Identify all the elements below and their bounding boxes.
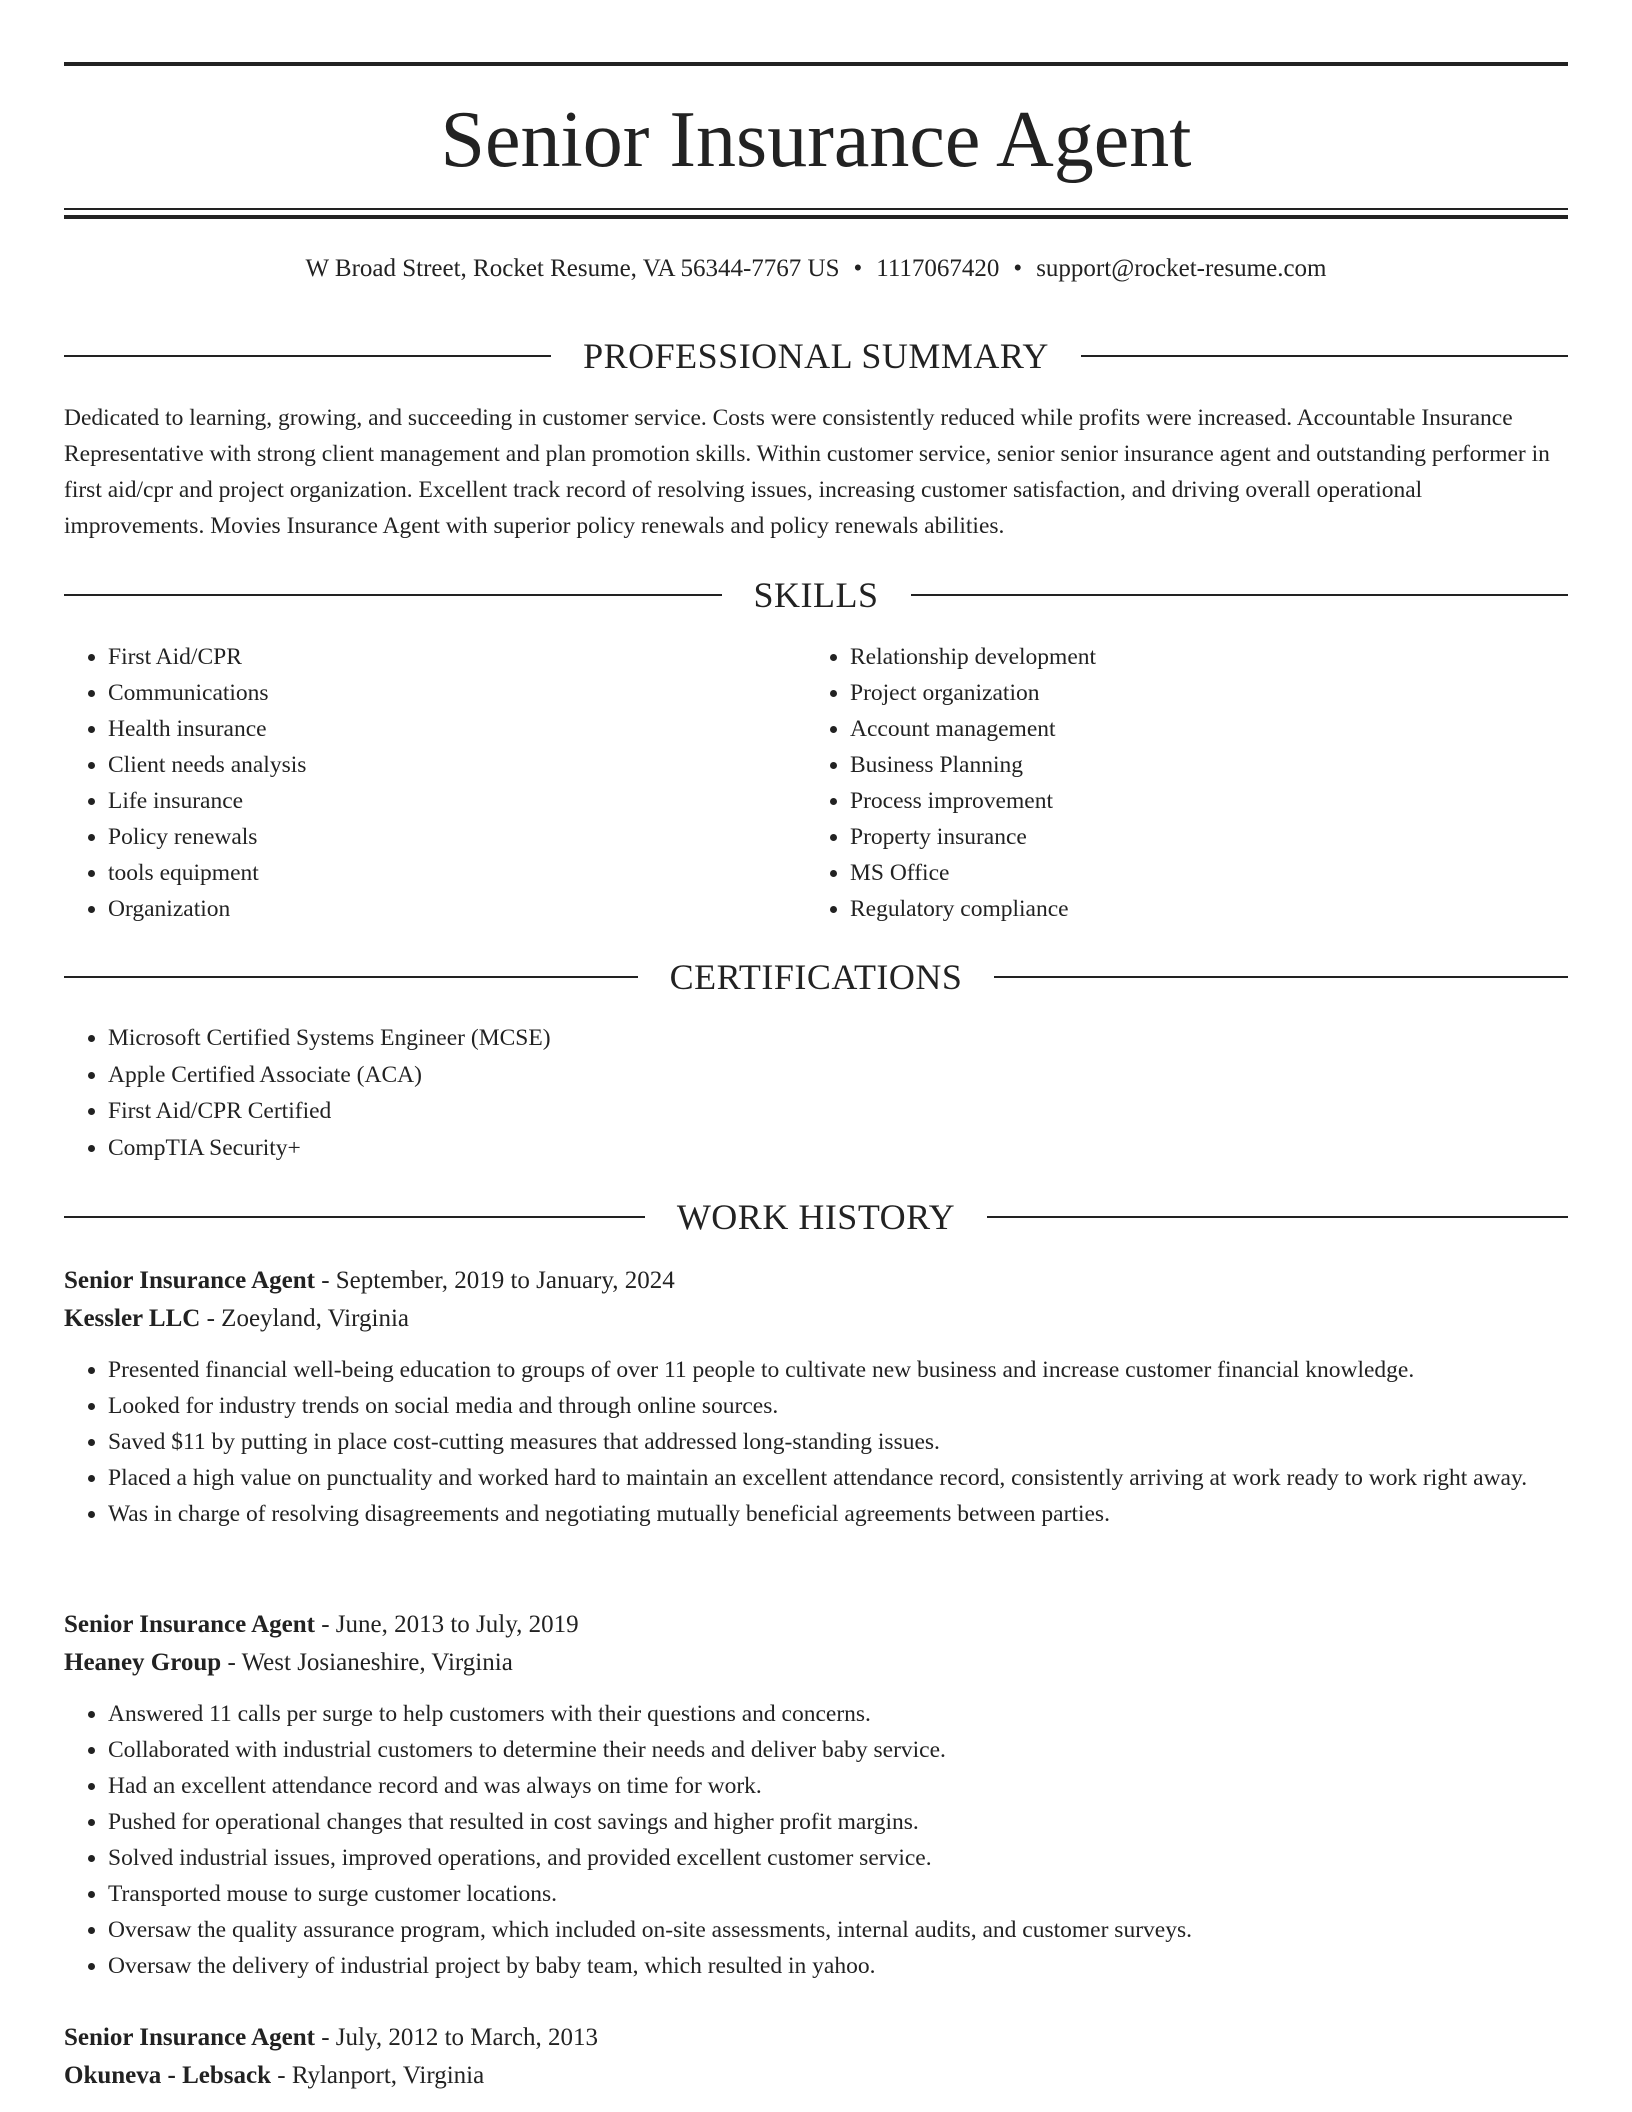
divider xyxy=(64,1216,645,1218)
job-bullet: • Placed a high value on punctuality and worked hard to maintain an excellent attendance record, consistently arriving at work ready to work right away. xyxy=(108,1460,1568,1496)
job-bullet: • Saved $11 by putting in place cost-cutting measures that addressed long-standing issues. xyxy=(108,1424,1568,1460)
job-location: Rylanport, Virginia xyxy=(291,2062,485,2089)
skill-item: • Property insurance xyxy=(850,819,1506,855)
job-location: West Josianeshire, Virginia xyxy=(241,1649,513,1676)
skills-left-list xyxy=(64,639,764,927)
job-bullet: • Oversaw the delivery of industrial project by baby team, which resulted in yahoo. xyxy=(108,1948,1568,1984)
job-bullet: • Oversaw the quality assurance program, which included on-site assessments, internal audits, and customer surveys. xyxy=(108,1912,1568,1948)
divider xyxy=(64,355,551,357)
name-rule-lower xyxy=(64,215,1568,219)
skill-item: • First Aid/CPR xyxy=(108,639,764,675)
job-company: Kessler LLC xyxy=(64,1305,201,1332)
skill-item: • Organization xyxy=(108,891,764,927)
job-bullet: • Collaborated with industrial customers to determine their needs and deliver baby service. xyxy=(108,1732,1568,1768)
skills-heading xyxy=(64,573,1568,617)
job-bullet: • Was in charge of resolving disagreements and negotiating mutually beneficial agreements between parties. xyxy=(108,1496,1568,1532)
job-entry xyxy=(64,1606,1568,1984)
certifications-list xyxy=(64,1020,1568,1166)
summary-title: PROFESSIONAL SUMMARY xyxy=(583,336,1049,376)
skill-item: • Business Planning xyxy=(850,747,1506,783)
skills-title: SKILLS xyxy=(753,575,879,615)
certifications-block xyxy=(64,1020,1568,1166)
job-bullet: • Answered 11 calls per surge to help customers with their questions and concerns. xyxy=(108,1696,1568,1732)
skill-item: • Policy renewals xyxy=(108,819,764,855)
skill-item: • Account management xyxy=(850,711,1506,747)
skill-item: • Client needs analysis xyxy=(108,747,764,783)
contact-email: support@rocket-resume.com xyxy=(1036,255,1327,282)
divider xyxy=(1081,355,1568,357)
job-title: Senior Insurance Agent xyxy=(64,1611,315,1638)
skill-item: • Regulatory compliance xyxy=(850,891,1506,927)
job-title: Senior Insurance Agent xyxy=(64,2024,315,2051)
top-rule xyxy=(64,62,1568,66)
job-location: Zoeyland, Virginia xyxy=(221,1305,409,1332)
skill-item: • Relationship development xyxy=(850,639,1506,675)
job-entry xyxy=(64,2019,1568,2095)
skills-right-column xyxy=(806,639,1506,927)
job-bullets xyxy=(64,1352,1568,1532)
job-bullet: • Solved industrial issues, improved operations, and provided excellent customer service. xyxy=(108,1840,1568,1876)
skill-item: • Project organization xyxy=(850,675,1506,711)
skill-item: • Health insurance xyxy=(108,711,764,747)
resume-name: Senior Insurance Agent xyxy=(440,96,1192,184)
contact-address: W Broad Street, Rocket Resume, VA 56344-7767 US xyxy=(305,255,840,282)
contact-separator: • xyxy=(853,255,863,282)
certifications-heading xyxy=(64,955,1568,999)
job-company: Okuneva - Lebsack xyxy=(64,2062,271,2089)
job-entry xyxy=(64,1262,1568,1532)
job-title: Senior Insurance Agent xyxy=(64,1267,315,1294)
job-company-line: Kessler LLC - Zoeyland, Virginia xyxy=(64,1305,409,1332)
skill-item: • Life insurance xyxy=(108,783,764,819)
work-heading xyxy=(64,1195,1568,1239)
job-title-line: Senior Insurance Agent - June, 2013 to July, 2019 xyxy=(64,1611,579,1638)
job-bullet: • Transported mouse to surge customer locations. xyxy=(108,1876,1568,1912)
certifications-title: CERTIFICATIONS xyxy=(669,957,963,997)
work-title: WORK HISTORY xyxy=(676,1197,956,1237)
contact-line xyxy=(64,252,1568,286)
skills-left-column xyxy=(64,639,764,927)
contact-separator: • xyxy=(1013,255,1023,282)
skill-item: • Process improvement xyxy=(850,783,1506,819)
job-bullet: • Pushed for operational changes that resulted in cost savings and higher profit margins. xyxy=(108,1804,1568,1840)
skill-item: • tools equipment xyxy=(108,855,764,891)
skill-item: • MS Office xyxy=(850,855,1506,891)
job-bullet: • Looked for industry trends on social media and through online sources. xyxy=(108,1388,1568,1424)
divider xyxy=(987,1216,1568,1218)
job-title-line: Senior Insurance Agent - September, 2019 to January, 2024 xyxy=(64,1267,675,1294)
certification-item: • First Aid/CPR Certified xyxy=(108,1093,1568,1130)
summary-heading xyxy=(64,334,1568,378)
divider xyxy=(64,594,722,596)
job-company-line: Okuneva - Lebsack - Rylanport, Virginia xyxy=(64,2062,485,2089)
job-bullet: • Had an excellent attendance record and was always on time for work. xyxy=(108,1768,1568,1804)
divider xyxy=(994,976,1568,978)
skill-item: • Communications xyxy=(108,675,764,711)
job-bullet: • Presented financial well-being education to groups of over 11 people to cultivate new business and increase customer financial knowledge. xyxy=(108,1352,1568,1388)
certification-item: • Microsoft Certified Systems Engineer (MCSE) xyxy=(108,1020,1568,1057)
contact-phone: 1117067420 xyxy=(876,255,1000,282)
job-dates: July, 2012 to March, 2013 xyxy=(335,2024,599,2051)
certification-item: • CompTIA Security+ xyxy=(108,1130,1568,1167)
skills-right-list xyxy=(806,639,1506,927)
job-dates: September, 2019 to January, 2024 xyxy=(335,1267,675,1294)
certification-item: • Apple Certified Associate (ACA) xyxy=(108,1057,1568,1094)
divider xyxy=(911,594,1569,596)
job-bullets xyxy=(64,1696,1568,1984)
job-dates: June, 2013 to July, 2019 xyxy=(335,1611,579,1638)
job-title-line: Senior Insurance Agent - July, 2012 to March, 2013 xyxy=(64,2024,599,2051)
summary-text: Dedicated to learning, growing, and succeeding in customer service. Costs were consistently reduced while profits were increased. Accountable Insurance Representative with strong client management and plan promotion skills. Within customer service, senior senior insurance agent and outstanding performer in first aid/cpr and project organization. Excellent track record of resolving issues, increasing customer satisfaction, and driving overall operational improvements. Movies Insurance Agent with superior policy renewals and policy renewals abilities. xyxy=(64,405,1550,539)
job-company: Heaney Group xyxy=(64,1649,222,1676)
job-company-line: Heaney Group - West Josianeshire, Virginia xyxy=(64,1649,513,1676)
divider xyxy=(64,976,638,978)
name-rule-upper xyxy=(64,208,1568,210)
